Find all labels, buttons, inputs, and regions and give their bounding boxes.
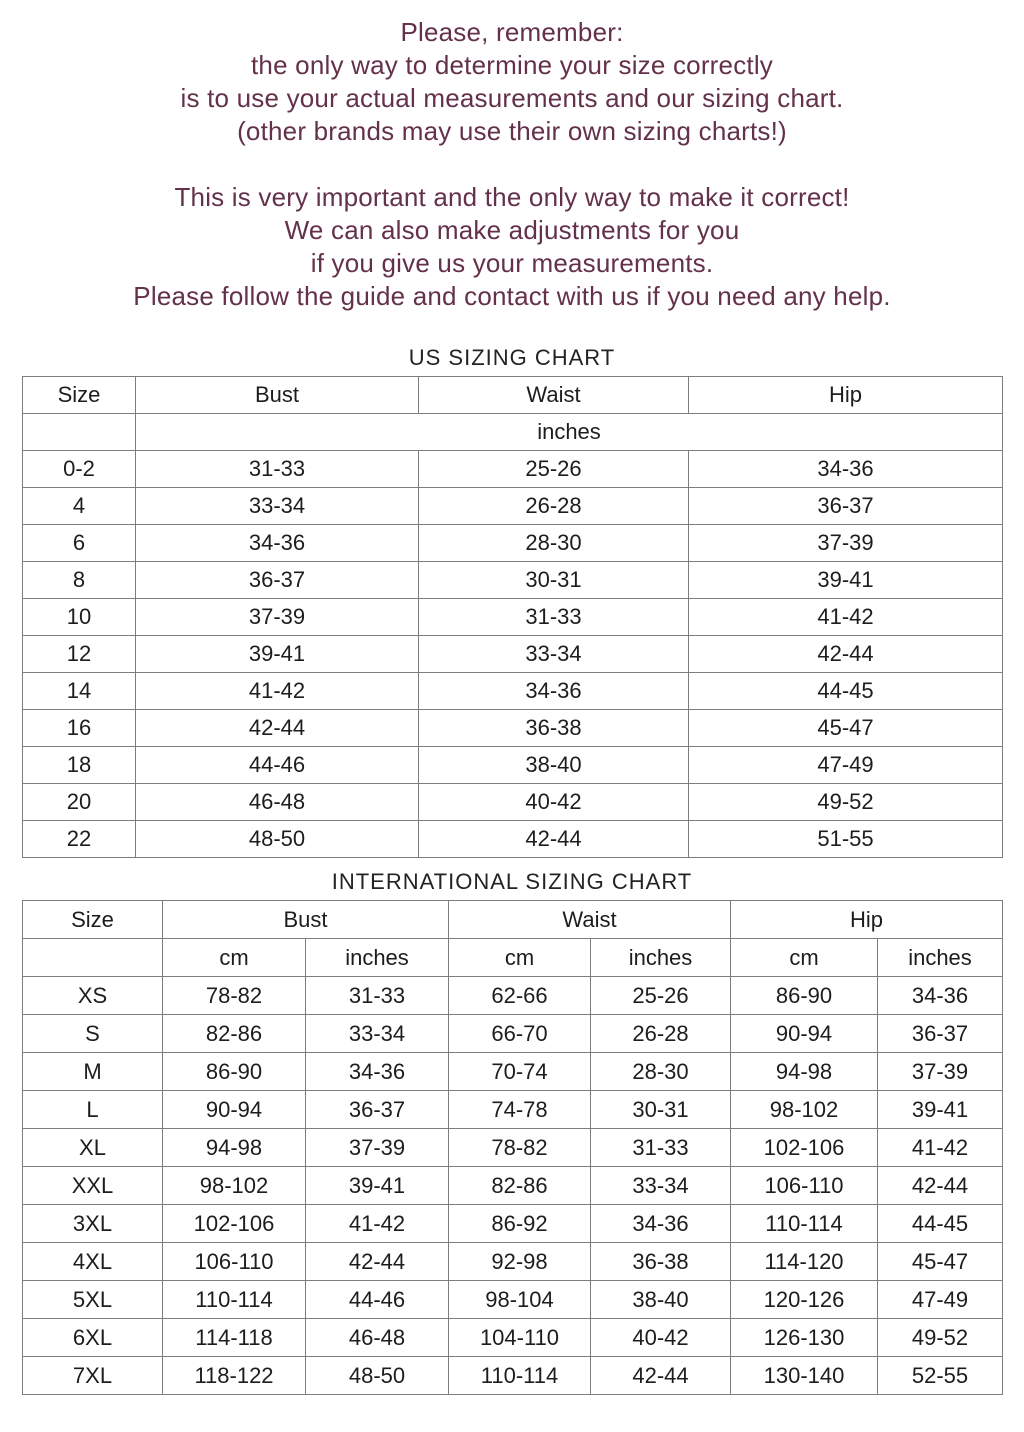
- table-row: [23, 710, 1003, 747]
- column-header-bust: Bust: [163, 901, 449, 939]
- table-row: [23, 821, 1003, 858]
- us-chart-title: US SIZING CHART: [408, 345, 616, 370]
- hip-cm-cell: 90-94: [731, 1015, 878, 1053]
- hip-inches-cell: 36-37: [878, 1015, 1003, 1053]
- bust-cm-cell: 98-102: [163, 1167, 306, 1205]
- bust-cm-cell: 90-94: [163, 1091, 306, 1129]
- intro-line: Please follow the guide and contact with us if you need any help.: [133, 281, 891, 311]
- waist-cm-cell: 62-66: [449, 977, 591, 1015]
- table-row: [23, 1091, 1003, 1129]
- table-row: [23, 525, 1003, 562]
- waist-cm-cell: 104-110: [449, 1319, 591, 1357]
- unit-label-cell: cm: [449, 939, 591, 977]
- bust-cm-cell: 82-86: [163, 1015, 306, 1053]
- waist-cell: 40-42: [419, 784, 689, 821]
- waist-inches-cell: 28-30: [591, 1053, 731, 1091]
- intro-line: (other brands may use their own sizing charts!): [237, 116, 787, 146]
- waist-cm-cell: 74-78: [449, 1091, 591, 1129]
- intro-paragraph-1: [0, 16, 1024, 148]
- bust-inches-cell: 33-34: [306, 1015, 449, 1053]
- bust-cell: 36-37: [136, 562, 419, 599]
- hip-cm-cell: 94-98: [731, 1053, 878, 1091]
- unit-label-cell: cm: [731, 939, 878, 977]
- bust-inches-cell: 34-36: [306, 1053, 449, 1091]
- intro-line: We can also make adjustments for you: [284, 215, 740, 245]
- hip-cell: 39-41: [689, 562, 1003, 599]
- size-cell: XXL: [23, 1167, 163, 1205]
- bust-cm-cell: 86-90: [163, 1053, 306, 1091]
- unit-row: [23, 414, 1003, 451]
- bust-inches-cell: 44-46: [306, 1281, 449, 1319]
- intro-paragraph-2: [0, 181, 1024, 313]
- bust-cm-cell: 102-106: [163, 1205, 306, 1243]
- bust-inches-cell: 37-39: [306, 1129, 449, 1167]
- waist-cell: 31-33: [419, 599, 689, 636]
- column-header-hip: Hip: [731, 901, 1003, 939]
- table-header-row: [23, 377, 1003, 414]
- waist-inches-cell: 33-34: [591, 1167, 731, 1205]
- waist-inches-cell: 36-38: [591, 1243, 731, 1281]
- waist-inches-cell: 25-26: [591, 977, 731, 1015]
- unit-label-cell: cm: [163, 939, 306, 977]
- bust-cell: 37-39: [136, 599, 419, 636]
- hip-cell: 45-47: [689, 710, 1003, 747]
- column-header-size: Size: [23, 377, 136, 414]
- hip-cell: 47-49: [689, 747, 1003, 784]
- column-header-waist: Waist: [449, 901, 731, 939]
- bust-inches-cell: 31-33: [306, 977, 449, 1015]
- column-header-waist: Waist: [419, 377, 689, 414]
- waist-inches-cell: 42-44: [591, 1357, 731, 1395]
- table-row: [23, 1053, 1003, 1091]
- hip-inches-cell: 42-44: [878, 1167, 1003, 1205]
- size-cell: 3XL: [23, 1205, 163, 1243]
- size-cell: 6: [23, 525, 136, 562]
- hip-inches-cell: 45-47: [878, 1243, 1003, 1281]
- waist-cell: 36-38: [419, 710, 689, 747]
- hip-cm-cell: 106-110: [731, 1167, 878, 1205]
- column-header-hip: Hip: [689, 377, 1003, 414]
- unit-row: [23, 939, 1003, 977]
- hip-cm-cell: 120-126: [731, 1281, 878, 1319]
- table-row: [23, 1167, 1003, 1205]
- bust-inches-cell: 41-42: [306, 1205, 449, 1243]
- size-cell: 0-2: [23, 451, 136, 488]
- waist-cm-cell: 86-92: [449, 1205, 591, 1243]
- hip-inches-cell: 34-36: [878, 977, 1003, 1015]
- table-row: [23, 562, 1003, 599]
- hip-cm-cell: 102-106: [731, 1129, 878, 1167]
- hip-cm-cell: 126-130: [731, 1319, 878, 1357]
- table-row: [23, 747, 1003, 784]
- hip-cell: 37-39: [689, 525, 1003, 562]
- unit-label-cell: inches: [136, 414, 1003, 451]
- bust-cell: 34-36: [136, 525, 419, 562]
- waist-cell: 26-28: [419, 488, 689, 525]
- waist-cell: 33-34: [419, 636, 689, 673]
- table-row: [23, 451, 1003, 488]
- waist-cell: 34-36: [419, 673, 689, 710]
- waist-inches-cell: 26-28: [591, 1015, 731, 1053]
- unit-label-cell: inches: [591, 939, 731, 977]
- column-header-size: Size: [23, 901, 163, 939]
- waist-cm-cell: 98-104: [449, 1281, 591, 1319]
- us-sizing-table: [22, 376, 1003, 858]
- hip-inches-cell: 41-42: [878, 1129, 1003, 1167]
- hip-inches-cell: 37-39: [878, 1053, 1003, 1091]
- hip-inches-cell: 44-45: [878, 1205, 1003, 1243]
- bust-cell: 41-42: [136, 673, 419, 710]
- hip-cell: 42-44: [689, 636, 1003, 673]
- waist-inches-cell: 38-40: [591, 1281, 731, 1319]
- hip-inches-cell: 52-55: [878, 1357, 1003, 1395]
- waist-cm-cell: 82-86: [449, 1167, 591, 1205]
- table-row: [23, 1243, 1003, 1281]
- hip-cell: 41-42: [689, 599, 1003, 636]
- hip-cell: 44-45: [689, 673, 1003, 710]
- table-row: [23, 1357, 1003, 1395]
- unit-label-cell: inches: [878, 939, 1003, 977]
- table-row: [23, 1281, 1003, 1319]
- bust-inches-cell: 42-44: [306, 1243, 449, 1281]
- waist-cell: 42-44: [419, 821, 689, 858]
- international-sizing-table: [22, 900, 1003, 1395]
- size-cell: 20: [23, 784, 136, 821]
- table-header-row: [23, 901, 1003, 939]
- waist-inches-cell: 40-42: [591, 1319, 731, 1357]
- bust-cell: 42-44: [136, 710, 419, 747]
- bust-cm-cell: 110-114: [163, 1281, 306, 1319]
- size-cell: L: [23, 1091, 163, 1129]
- size-cell: 4XL: [23, 1243, 163, 1281]
- hip-inches-cell: 49-52: [878, 1319, 1003, 1357]
- waist-inches-cell: 30-31: [591, 1091, 731, 1129]
- table-row: [23, 1015, 1003, 1053]
- empty-cell: [23, 939, 163, 977]
- hip-cell: 49-52: [689, 784, 1003, 821]
- intl-chart-title: INTERNATIONAL SIZING CHART: [331, 869, 693, 894]
- size-cell: S: [23, 1015, 163, 1053]
- intro-line: if you give us your measurements.: [310, 248, 714, 278]
- bust-cm-cell: 106-110: [163, 1243, 306, 1281]
- intro-line: This is very important and the only way to make it correct!: [174, 182, 850, 212]
- hip-cm-cell: 86-90: [731, 977, 878, 1015]
- hip-cm-cell: 98-102: [731, 1091, 878, 1129]
- waist-cell: 28-30: [419, 525, 689, 562]
- table-row: [23, 1129, 1003, 1167]
- waist-cell: 30-31: [419, 562, 689, 599]
- table-row: [23, 599, 1003, 636]
- size-cell: 16: [23, 710, 136, 747]
- size-cell: 6XL: [23, 1319, 163, 1357]
- empty-cell: [23, 414, 136, 451]
- size-cell: 22: [23, 821, 136, 858]
- waist-cell: 38-40: [419, 747, 689, 784]
- intro-line: is to use your actual measurements and our sizing chart.: [180, 83, 844, 113]
- size-cell: XL: [23, 1129, 163, 1167]
- bust-cm-cell: 78-82: [163, 977, 306, 1015]
- size-cell: 5XL: [23, 1281, 163, 1319]
- waist-cell: 25-26: [419, 451, 689, 488]
- unit-label-cell: inches: [306, 939, 449, 977]
- intro-note: [0, 16, 1024, 313]
- waist-cm-cell: 78-82: [449, 1129, 591, 1167]
- waist-cm-cell: 110-114: [449, 1357, 591, 1395]
- table-row: [23, 673, 1003, 710]
- hip-cell: 36-37: [689, 488, 1003, 525]
- bust-cell: 33-34: [136, 488, 419, 525]
- hip-cell: 34-36: [689, 451, 1003, 488]
- hip-inches-cell: 39-41: [878, 1091, 1003, 1129]
- hip-cm-cell: 114-120: [731, 1243, 878, 1281]
- bust-inches-cell: 39-41: [306, 1167, 449, 1205]
- waist-cm-cell: 66-70: [449, 1015, 591, 1053]
- hip-inches-cell: 47-49: [878, 1281, 1003, 1319]
- waist-inches-cell: 34-36: [591, 1205, 731, 1243]
- bust-inches-cell: 36-37: [306, 1091, 449, 1129]
- table-row: [23, 636, 1003, 673]
- size-cell: M: [23, 1053, 163, 1091]
- bust-cm-cell: 94-98: [163, 1129, 306, 1167]
- waist-cm-cell: 92-98: [449, 1243, 591, 1281]
- table-row: [23, 784, 1003, 821]
- column-header-bust: Bust: [136, 377, 419, 414]
- hip-cell: 51-55: [689, 821, 1003, 858]
- table-row: [23, 1205, 1003, 1243]
- size-cell: 12: [23, 636, 136, 673]
- bust-cm-cell: 118-122: [163, 1357, 306, 1395]
- bust-cell: 46-48: [136, 784, 419, 821]
- waist-inches-cell: 31-33: [591, 1129, 731, 1167]
- bust-inches-cell: 46-48: [306, 1319, 449, 1357]
- intro-line: the only way to determine your size correctly: [251, 50, 773, 80]
- size-cell: 8: [23, 562, 136, 599]
- table-row: [23, 488, 1003, 525]
- bust-cell: 39-41: [136, 636, 419, 673]
- bust-inches-cell: 48-50: [306, 1357, 449, 1395]
- size-cell: 10: [23, 599, 136, 636]
- bust-cm-cell: 114-118: [163, 1319, 306, 1357]
- size-cell: 18: [23, 747, 136, 784]
- hip-cm-cell: 130-140: [731, 1357, 878, 1395]
- size-cell: 4: [23, 488, 136, 525]
- table-row: [23, 1319, 1003, 1357]
- table-row: [23, 977, 1003, 1015]
- intro-line: Please, remember:: [400, 17, 624, 47]
- size-cell: XS: [23, 977, 163, 1015]
- waist-cm-cell: 70-74: [449, 1053, 591, 1091]
- hip-cm-cell: 110-114: [731, 1205, 878, 1243]
- size-cell: 7XL: [23, 1357, 163, 1395]
- size-cell: 14: [23, 673, 136, 710]
- bust-cell: 48-50: [136, 821, 419, 858]
- bust-cell: 31-33: [136, 451, 419, 488]
- bust-cell: 44-46: [136, 747, 419, 784]
